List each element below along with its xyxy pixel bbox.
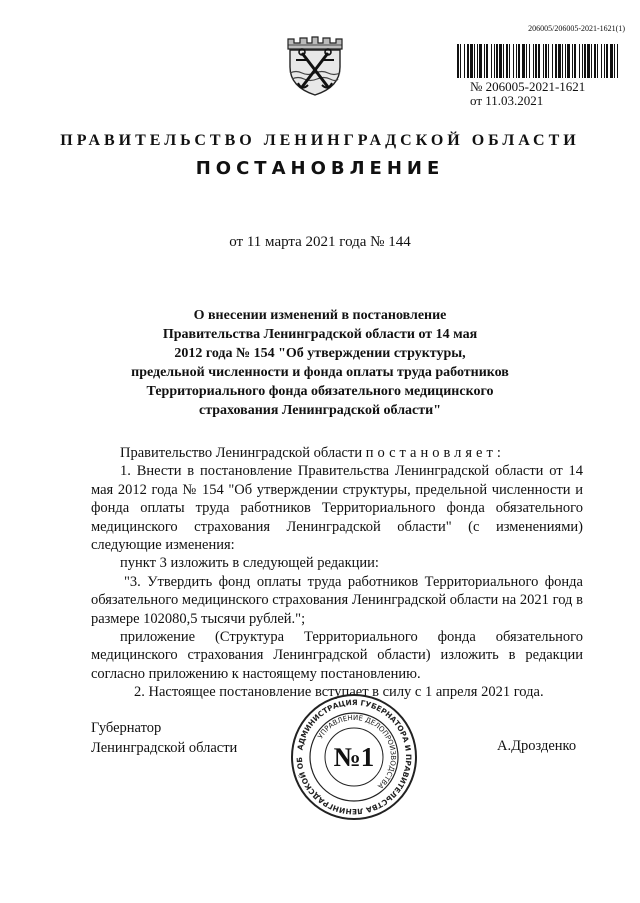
document-type: ПОСТАНОВЛЕНИЕ [195, 158, 445, 179]
barcode-bar [567, 44, 570, 78]
svg-text:АДМИНИСТРАЦИЯ ГУБЕРНАТОРА И ПР: АДМИНИСТРАЦИЯ ГУБЕРНАТОРА И ПРАВИТЕЛЬСТВА ЛЕНИНГРАДСКОЙ ОБ [294, 697, 414, 817]
barcode-bar [513, 44, 514, 78]
barcode-bar [572, 44, 573, 78]
barcode-bar [486, 44, 488, 78]
barcode-bar [535, 44, 537, 78]
barcode-bar [506, 44, 508, 78]
body-intro [91, 444, 583, 462]
barcode-bar [470, 44, 473, 78]
barcode-bar [509, 44, 510, 78]
body-item-1-point: пункт 3 изложить в следующей редакции: [120, 555, 379, 572]
document-reference-top: 206005/206005-2021-1621(1) [528, 24, 625, 33]
body-item-1-quote: "3. Утвердить фонд оплаты труда работников Территориального фонда обязательного медицинского страхования Ленинградской области на 2021 год в размере 102080,5 тысячи рублей."; [91, 573, 583, 627]
barcode-bar [601, 44, 602, 78]
registration-block [470, 80, 585, 108]
barcode-bar [484, 44, 485, 78]
official-seal-stamp [290, 693, 418, 821]
barcode-bar [477, 44, 478, 78]
barcode-bar [518, 44, 520, 78]
barcode-bar [491, 44, 492, 78]
barcode-bar [464, 44, 465, 78]
title-line: страхования Ленинградской области" [198, 403, 441, 418]
signatory-position-line: Губернатор [91, 720, 162, 736]
barcode-bar [610, 44, 613, 78]
barcode-bar [552, 44, 553, 78]
barcode-bar [522, 44, 525, 78]
document-date: от 11 марта 2021 года № 144 [229, 234, 411, 250]
signatory-position-line: Ленинградской области [91, 740, 238, 756]
barcode-bar [617, 44, 618, 78]
barcode-bar [574, 44, 576, 78]
barcode-bar [604, 44, 605, 78]
title-line: Территориального фонда обязательного медицинского [146, 384, 494, 399]
intro-decision-word: постановляет: [365, 445, 505, 461]
barcode-bar [496, 44, 498, 78]
body-item-1: 1. Внести в постановление Правительства Ленинградской области от 14 мая 2012 года № 154 "Об утверждении структуры, предельной численности и фонда оплаты труда работников Территориального фонда обязательного медицинского страхования Ленинградской области" (с изменениями) следующие изменения: [91, 463, 583, 554]
intro-text: Правительство Ленинградской области [120, 445, 366, 461]
body-item-2: 2. Настоящее постановление вступает в силу с 1 апреля 2021 года. [134, 684, 544, 701]
coat-of-arms-icon [283, 33, 347, 97]
barcode-bar [457, 44, 459, 78]
document-title [100, 306, 540, 420]
barcode-bar [460, 44, 461, 78]
barcode-bar [543, 44, 544, 78]
barcode-bar [545, 44, 547, 78]
title-line: предельной численности и фонда оплаты труда работников [131, 365, 509, 380]
barcode-bar [555, 44, 557, 78]
barcode-bar [479, 44, 482, 78]
barcode-bar [587, 44, 590, 78]
barcode-bar [606, 44, 608, 78]
title-line: О внесении изменений в постановление [193, 308, 447, 323]
barcode-bar [538, 44, 540, 78]
barcode-bar [582, 44, 583, 78]
registration-number: № 206005-2021-1621 [470, 79, 586, 94]
barcode [457, 44, 620, 78]
document-body [91, 444, 583, 702]
barcode-bar [594, 44, 596, 78]
barcode-bar [562, 44, 563, 78]
barcode-bar [467, 44, 469, 78]
barcode-bar [529, 44, 530, 78]
barcode-bar [526, 44, 527, 78]
registration-date: от 11.03.2021 [470, 93, 544, 108]
barcode-bar [474, 44, 475, 78]
barcode-bar [499, 44, 502, 78]
svg-text:УПРАВЛЕНИЕ ДЕЛОПРОИЗВОДСТВА: УПРАВЛЕНИЕ ДЕЛОПРОИЗВОДСТВА [316, 713, 398, 791]
barcode-bar [516, 44, 517, 78]
title-line: Правительства Ленинградской области от 14 мая [162, 327, 478, 342]
barcode-bar [584, 44, 586, 78]
barcode-bar [565, 44, 566, 78]
barcode-bar [597, 44, 598, 78]
barcode-bar [533, 44, 534, 78]
barcode-bar [503, 44, 504, 78]
signatory-name: А.Дрозденко [497, 738, 577, 754]
barcode-bar [558, 44, 561, 78]
government-name: ПРАВИТЕЛЬСТВО ЛЕНИНГРАДСКОЙ ОБЛАСТИ [60, 132, 580, 149]
barcode-bar [494, 44, 495, 78]
barcode-bar [579, 44, 580, 78]
seal-number: №1 [333, 742, 375, 772]
barcode-bar [591, 44, 592, 78]
signatory-position [91, 718, 237, 758]
barcode-bar [614, 44, 615, 78]
body-item-1-appendix: приложение (Структура Территориального фонда обязательного медицинского страхования Ленинградской области) изложить в редакции согласно приложению к настоящему постановлению. [91, 629, 583, 682]
title-line: 2012 года № 154 "Об утверждении структуры, [174, 346, 466, 361]
barcode-bar [548, 44, 549, 78]
